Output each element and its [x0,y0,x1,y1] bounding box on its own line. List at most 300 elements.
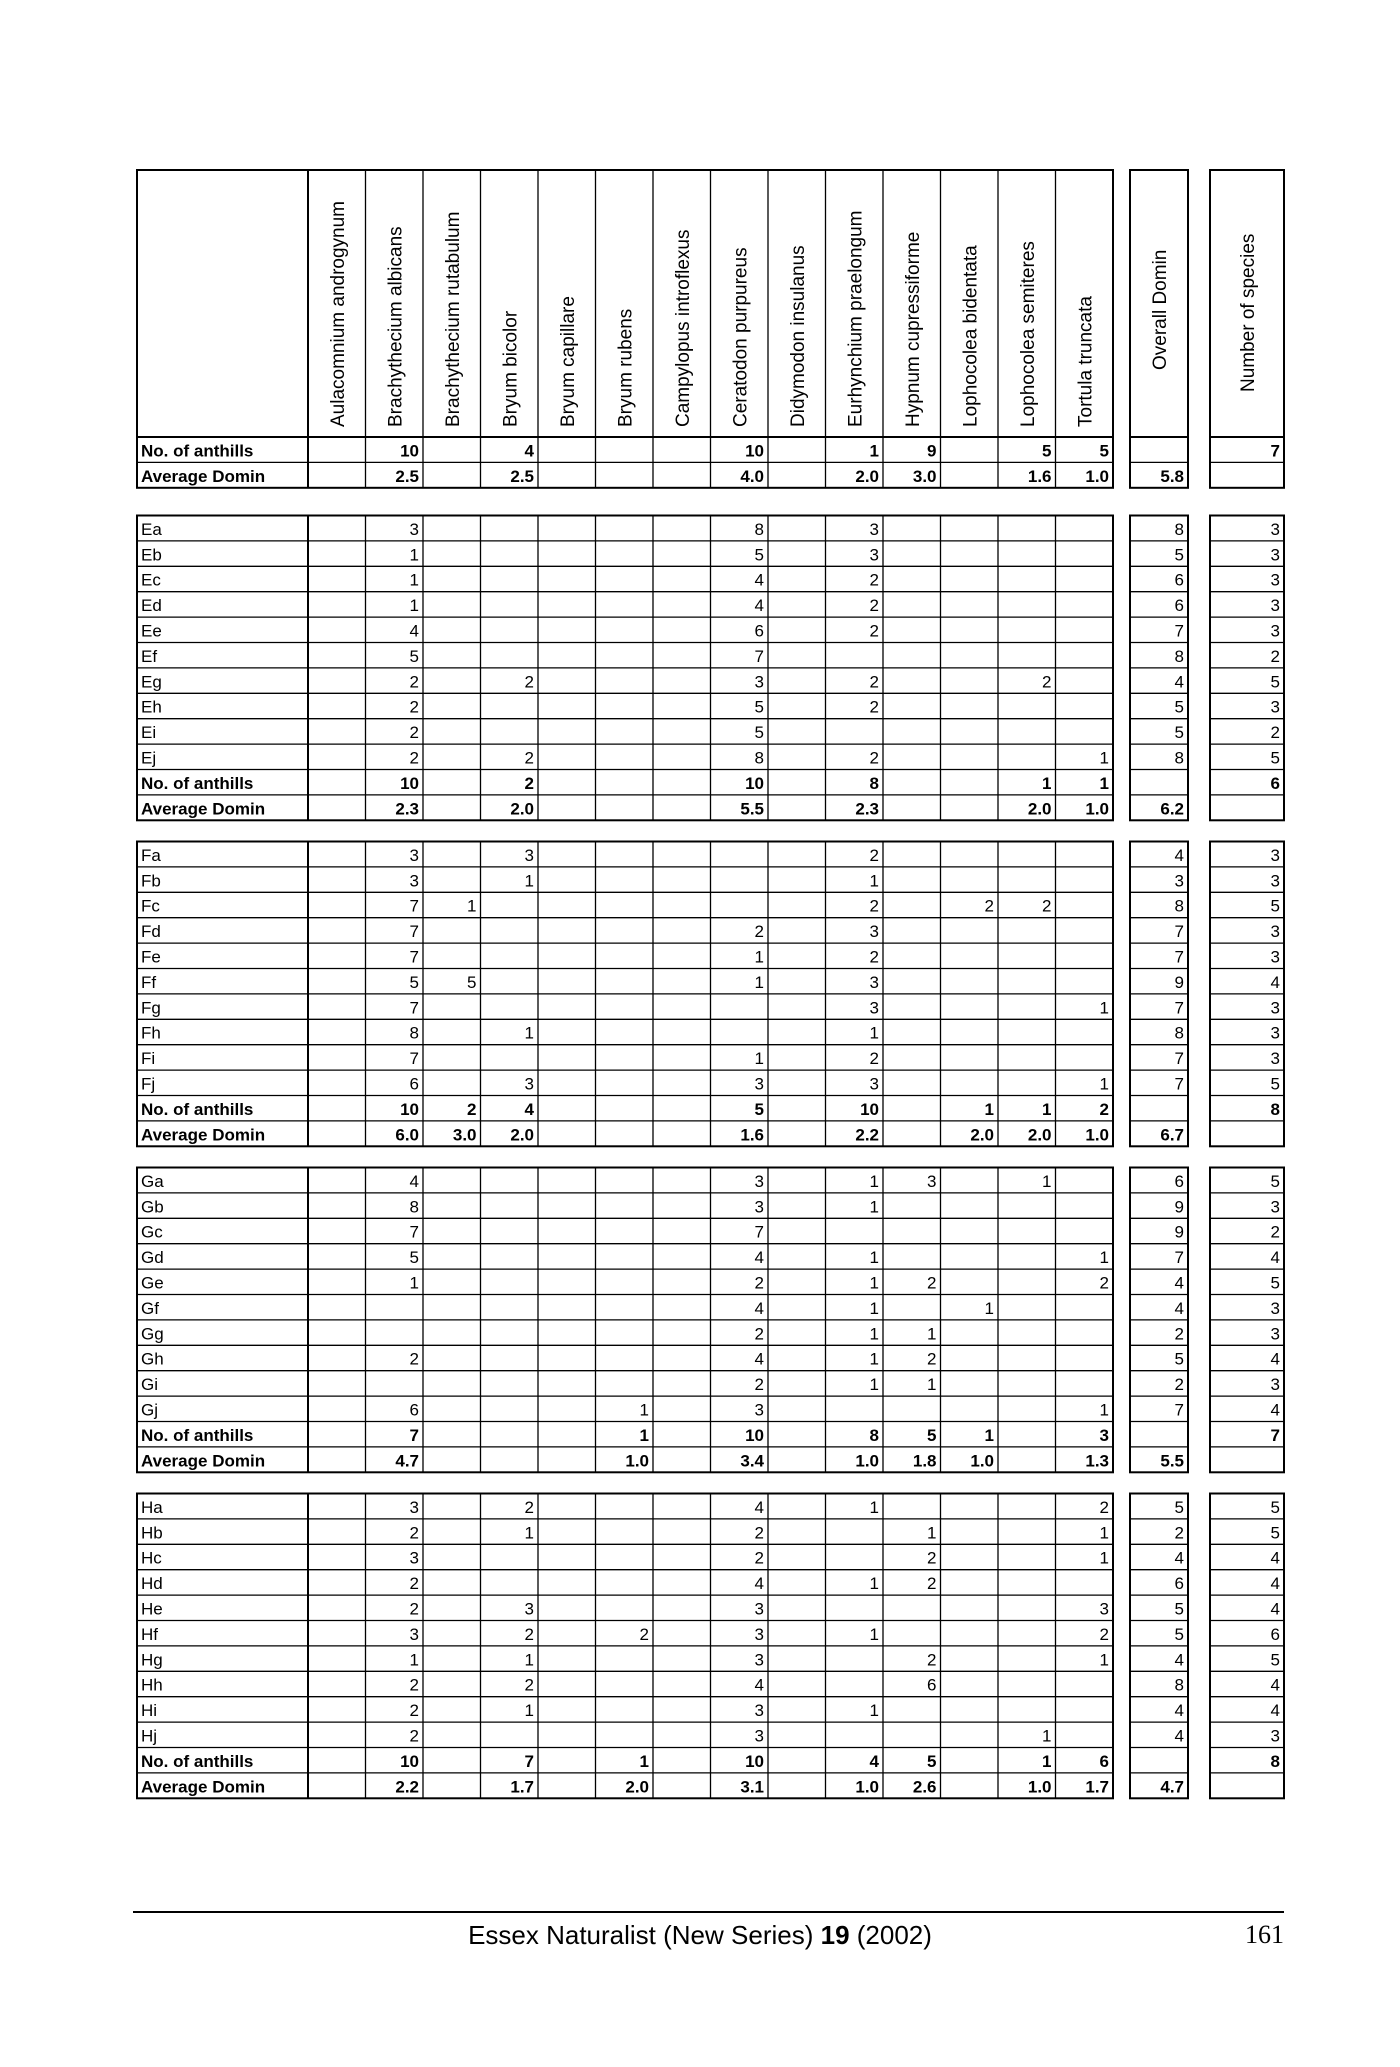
species-count-value: 3 [1270,1298,1280,1318]
site-label: Hd [141,1574,163,1594]
footer-rule [133,1911,1284,1913]
overall-domin-value: 5 [1174,545,1184,565]
species-count-value: 4 [1270,1599,1280,1619]
species-value: 1.0 [1085,1125,1109,1145]
species-value: 2.0 [625,1777,649,1797]
overall-domin-value: 7 [1174,947,1184,967]
species-value: 1 [927,1523,937,1543]
species-value: 2.0 [510,1125,534,1145]
species-count-value: 2 [1270,646,1280,666]
site-label: Hb [141,1523,163,1543]
species-value: 1 [639,1425,649,1445]
species-value: 1.0 [1027,1777,1052,1797]
overall-domin-value: 8 [1174,896,1184,916]
species-value: 1.7 [1085,1777,1109,1797]
site-label: Fj [141,1074,156,1094]
species-value: 5 [467,972,477,992]
species-value: 5 [409,646,419,666]
species-count-value: 4 [1270,1400,1280,1420]
summary-row-label: Average Domin [141,1777,266,1797]
species-value: 1 [984,1298,994,1318]
site-label: Eh [141,697,162,717]
species-value: 2 [524,748,534,768]
species-value: 1 [1099,773,1109,793]
species-count-value: 3 [1270,845,1280,865]
overall-domin-value: 4 [1174,1298,1184,1318]
summary-row-label: Average Domin [141,1451,266,1471]
species-count-value: 3 [1270,922,1280,942]
species-value: 2 [927,1349,937,1369]
overall-domin-value: 7 [1174,1400,1184,1420]
site-label: Ha [141,1497,163,1517]
species-value: 1.0 [855,1777,879,1797]
species-value: 8 [409,1197,419,1217]
species-value: 2 [467,1099,477,1119]
species-value: 3 [524,1074,534,1094]
species-header: Lophocolea bidentata [960,245,982,427]
species-count-value: 5 [1270,1171,1280,1191]
species-value: 2 [927,1273,937,1293]
overall-domin-value: 5 [1174,1624,1184,1644]
site-label: Ei [141,723,157,743]
species-count-value: 5 [1270,1523,1280,1543]
species-value: 8 [869,1425,879,1445]
species-value: 1 [1042,1751,1052,1771]
species-value: 1 [1099,1400,1109,1420]
species-count-value: 3 [1270,697,1280,717]
species-value: 6 [1099,1751,1109,1771]
species-header: Bryum capillare [557,296,579,427]
species-value: 8 [754,519,764,539]
species-value: 5 [927,1425,937,1445]
site-label: Fa [141,845,161,865]
species-value: 1.0 [625,1451,649,1471]
overall-domin-value: 6 [1174,570,1184,590]
species-value: 3 [524,845,534,865]
species-value: 2 [754,1324,764,1344]
species-value: 3 [409,1548,419,1568]
species-value: 8 [409,1023,419,1043]
species-value: 1 [524,1023,534,1043]
species-value: 4 [754,1248,764,1268]
species-value: 1.0 [855,1451,879,1471]
overall-domin-value: 7 [1174,998,1184,1018]
species-value: 7 [409,896,419,916]
species-value: 1 [409,596,419,616]
species-value: 10 [745,1751,764,1771]
species-value: 2 [927,1574,937,1594]
summary-row-label: No. of anthills [141,1751,254,1771]
species-value: 2 [927,1650,937,1670]
species-header: Campylopus introflexus [672,229,694,427]
species-value: 6 [409,1400,419,1420]
publication-year: (2002) [856,1920,932,1950]
species-value: 1 [409,1650,419,1670]
species-count-value: 4 [1270,1701,1280,1721]
journal-name: Essex Naturalist (New Series) [468,1920,814,1950]
overall-domin-value: 4 [1174,1701,1184,1721]
species-count-value: 3 [1270,1049,1280,1069]
species-value: 1.0 [1085,466,1109,486]
species-value: 1 [1099,998,1109,1018]
species-value: 1 [1042,773,1052,793]
species-count-value: 3 [1270,621,1280,641]
species-value: 2 [409,672,419,692]
summary-row-label: No. of anthills [141,773,254,793]
species-value: 1 [754,972,764,992]
species-value: 2 [1099,1273,1109,1293]
species-value: 2 [869,896,879,916]
site-label: Gd [141,1248,164,1268]
overall-domin-value: 6.7 [1160,1125,1184,1145]
species-value: 1 [409,570,419,590]
species-value: 4 [754,1497,764,1517]
species-value: 4 [754,1675,764,1695]
overall-domin-value: 2 [1174,1324,1184,1344]
site-label: Fd [141,922,161,942]
site-label: Hh [141,1675,163,1695]
species-value: 1 [1099,1074,1109,1094]
species-count-value: 3 [1270,570,1280,590]
species-value: 5.5 [740,799,764,819]
species-value: 2 [409,1701,419,1721]
species-value: 7 [524,1751,534,1771]
summary-row-label: Average Domin [141,466,266,486]
species-value: 5 [1042,441,1052,461]
site-label: Hc [141,1548,162,1568]
species-value: 1 [1099,1650,1109,1670]
species-value: 1 [524,1650,534,1670]
species-count-value: 4 [1270,972,1280,992]
species-value: 1 [467,896,477,916]
species-count-value: 4 [1270,1574,1280,1594]
species-value: 10 [745,773,764,793]
species-value: 1.6 [740,1125,764,1145]
overall-domin-value: 5 [1174,1497,1184,1517]
species-value: 10 [400,441,419,461]
species-value: 2.5 [395,466,419,486]
species-header: Aulacomnium androgynum [327,200,349,427]
species-value: 1.7 [510,1777,534,1797]
species-value: 1 [1099,748,1109,768]
species-value: 7 [409,1425,419,1445]
site-label: Hg [141,1650,163,1670]
species-header: Brachythecium albicans [385,226,407,427]
overall-domin-value: 9 [1174,1197,1184,1217]
species-value: 1 [1099,1248,1109,1268]
species-value: 3 [869,1074,879,1094]
species-value: 3 [754,1400,764,1420]
species-count-value: 3 [1270,1726,1280,1746]
species-value: 4 [754,1349,764,1369]
species-value: 1 [869,1298,879,1318]
site-label: Gc [141,1222,163,1242]
species-value: 4 [524,1099,534,1119]
species-value: 1 [869,1701,879,1721]
site-label: Ge [141,1273,164,1293]
volume-number: 19 [820,1920,850,1950]
species-value: 1 [869,1375,879,1395]
site-label: Gf [141,1298,159,1318]
species-value: 2 [1099,1624,1109,1644]
overall-domin-value: 8 [1174,646,1184,666]
site-label: Fi [141,1049,156,1069]
species-value: 2 [409,1675,419,1695]
site-label: Eg [141,672,162,692]
site-label: He [141,1599,163,1619]
species-value: 2 [869,697,879,717]
species-count-value: 3 [1270,1197,1280,1217]
species-count-value: 8 [1270,1751,1280,1771]
species-value: 3 [409,519,419,539]
species-value: 6 [927,1675,937,1695]
species-value: 2 [927,1548,937,1568]
overall-domin-value: 4 [1174,672,1184,692]
species-count-value: 5 [1270,1273,1280,1293]
species-value: 3 [754,1074,764,1094]
species-value: 2.0 [970,1125,994,1145]
species-value: 3 [754,1726,764,1746]
species-value: 1.8 [912,1451,937,1471]
species-value: 1 [524,1701,534,1721]
species-value: 1 [869,1324,879,1344]
species-value: 10 [745,441,764,461]
species-value: 3 [754,672,764,692]
site-label: Fh [141,1023,161,1043]
species-count-value: 6 [1270,1624,1280,1644]
species-header: Bryum bicolor [500,310,522,427]
species-value: 3 [869,519,879,539]
overall-domin-value: 8 [1174,519,1184,539]
species-value: 2 [754,1375,764,1395]
species-value: 2.6 [912,1777,937,1797]
species-count-value: 4 [1270,1675,1280,1695]
species-value: 2 [754,1548,764,1568]
species-value: 10 [745,1425,764,1445]
site-label: Gb [141,1197,164,1217]
species-value: 2.3 [395,799,419,819]
species-value: 2.0 [1027,1125,1052,1145]
species-count-value: 4 [1270,1548,1280,1568]
species-value: 2 [409,697,419,717]
species-value: 1 [869,1349,879,1369]
overall-domin-value: 4.7 [1160,1777,1184,1797]
overall-domin-value: 5 [1174,1349,1184,1369]
species-value: 1 [1042,1099,1052,1119]
species-value: 2 [524,1624,534,1644]
species-value: 1.6 [1027,466,1052,486]
species-value: 4 [754,596,764,616]
overall-domin-value: 5.5 [1160,1451,1184,1471]
species-value: 2 [1099,1497,1109,1517]
overall-domin-value: 4 [1174,1650,1184,1670]
overall-domin-value: 6 [1174,1574,1184,1594]
species-value: 6.0 [395,1125,419,1145]
species-header: Lophocolea semiteres [1017,241,1039,427]
species-value: 2 [409,1599,419,1619]
site-label: Fb [141,871,161,891]
site-label: Hf [141,1624,158,1644]
site-label: Ef [141,646,158,666]
species-value: 4 [524,441,534,461]
species-value: 1 [869,441,879,461]
species-count-value: 5 [1270,672,1280,692]
species-header: Eurhynchium praelongum [845,210,867,427]
species-value: 1 [869,1273,879,1293]
species-value: 1 [984,1099,994,1119]
species-value: 2 [409,748,419,768]
species-value: 1 [927,1324,937,1344]
species-value: 2.3 [855,799,879,819]
species-count-value: 3 [1270,947,1280,967]
overall-domin-value: 7 [1174,621,1184,641]
species-value: 1.0 [970,1451,994,1471]
footer-citation [0,1920,1400,1951]
species-value: 3 [869,972,879,992]
species-value: 3 [409,845,419,865]
site-label: Gi [141,1375,158,1395]
overall-domin-value: 7 [1174,1049,1184,1069]
species-value: 5 [754,1099,764,1119]
site-label: Ej [141,748,157,768]
site-label: Ec [141,570,161,590]
species-value: 3.1 [740,1777,764,1797]
species-count-value: 6 [1270,773,1280,793]
species-count-value: 4 [1270,1248,1280,1268]
overall-domin-value: 6 [1174,596,1184,616]
species-value: 2 [409,1726,419,1746]
species-value: 7 [754,1222,764,1242]
species-value: 1 [1042,1726,1052,1746]
overall-domin-value: 2 [1174,1523,1184,1543]
overall-domin-value: 7 [1174,1248,1184,1268]
site-label: Gg [141,1324,164,1344]
species-value: 3 [869,922,879,942]
species-value: 1 [869,1497,879,1517]
species-value: 10 [400,773,419,793]
species-count-value: 3 [1270,519,1280,539]
species-value: 3 [754,1624,764,1644]
species-value: 1 [869,1624,879,1644]
species-value: 3 [927,1171,937,1191]
overall-domin-value: 5.8 [1160,466,1184,486]
species-value: 2.5 [510,466,534,486]
species-value: 1 [869,1197,879,1217]
overall-domin-header: Overall Domin [1150,249,1171,370]
species-value: 1 [869,1574,879,1594]
species-value: 1 [869,871,879,891]
species-value: 1 [869,1248,879,1268]
site-label: Gh [141,1349,164,1369]
species-value: 3 [409,1497,419,1517]
overall-domin-value: 4 [1174,1726,1184,1746]
species-value: 2 [409,723,419,743]
species-value: 2 [409,1523,419,1543]
species-value: 3 [1099,1425,1109,1445]
species-value: 1 [754,947,764,967]
summary-row-label: No. of anthills [141,1099,254,1119]
species-value: 2 [869,570,879,590]
species-value: 1 [524,871,534,891]
summary-row-label: No. of anthills [141,1425,254,1445]
species-count-value: 3 [1270,1324,1280,1344]
species-value: 1 [754,1049,764,1069]
species-value: 5 [1099,441,1109,461]
species-count-value: 5 [1270,748,1280,768]
species-value: 10 [860,1099,879,1119]
species-value: 1 [927,1375,937,1395]
overall-domin-value: 9 [1174,972,1184,992]
overall-domin-value: 6 [1174,1171,1184,1191]
site-label: Ff [141,972,157,992]
species-value: 3 [754,1197,764,1217]
species-value: 1 [1099,1548,1109,1568]
summary-row-label: No. of anthills [141,441,254,461]
summary-row-label: Average Domin [141,1125,266,1145]
species-value: 10 [400,1751,419,1771]
species-value: 2 [869,621,879,641]
species-value: 1 [409,545,419,565]
site-label: Fc [141,896,160,916]
species-value: 1 [869,1171,879,1191]
species-count-value: 5 [1270,1650,1280,1670]
species-value: 2.0 [855,466,879,486]
species-value: 1 [984,1425,994,1445]
overall-domin-value: 5 [1174,1599,1184,1619]
species-count-value: 8 [1270,1099,1280,1119]
overall-domin-value: 8 [1174,748,1184,768]
species-value: 2 [1042,672,1052,692]
species-value: 2 [754,1523,764,1543]
species-count-value: 2 [1270,1222,1280,1242]
overall-domin-value: 7 [1174,922,1184,942]
species-count-value: 3 [1270,545,1280,565]
species-header: Bryum rubens [615,308,637,427]
species-value: 2 [984,896,994,916]
species-value: 4 [409,621,419,641]
species-value: 5 [409,972,419,992]
species-count-value: 7 [1270,1425,1280,1445]
species-count-value: 3 [1270,1375,1280,1395]
species-header: Ceratodon purpureus [730,247,752,427]
overall-domin-value: 5 [1174,697,1184,717]
species-header: Tortula truncata [1075,296,1097,427]
species-value: 3 [409,871,419,891]
species-value: 3 [869,998,879,1018]
species-value: 3.0 [912,466,937,486]
species-value: 2.0 [1027,799,1052,819]
species-value: 3 [1099,1599,1109,1619]
species-value: 2 [869,672,879,692]
overall-domin-value: 4 [1174,1548,1184,1568]
species-value: 3 [754,1650,764,1670]
site-label: Ga [141,1171,164,1191]
overall-domin-value: 2 [1174,1375,1184,1395]
site-label: Eb [141,545,162,565]
species-value: 2 [754,922,764,942]
species-value: 1.3 [1085,1451,1109,1471]
site-label: Fg [141,998,161,1018]
species-value: 1 [869,1023,879,1043]
species-value: 1 [639,1751,649,1771]
species-value: 3 [754,1701,764,1721]
species-value: 6 [409,1074,419,1094]
species-header: Brachythecium rutabulum [442,211,464,427]
species-header: Didymodon insulanus [787,245,809,427]
species-count-value: 3 [1270,998,1280,1018]
species-value: 5 [409,1248,419,1268]
species-value: 7 [409,947,419,967]
